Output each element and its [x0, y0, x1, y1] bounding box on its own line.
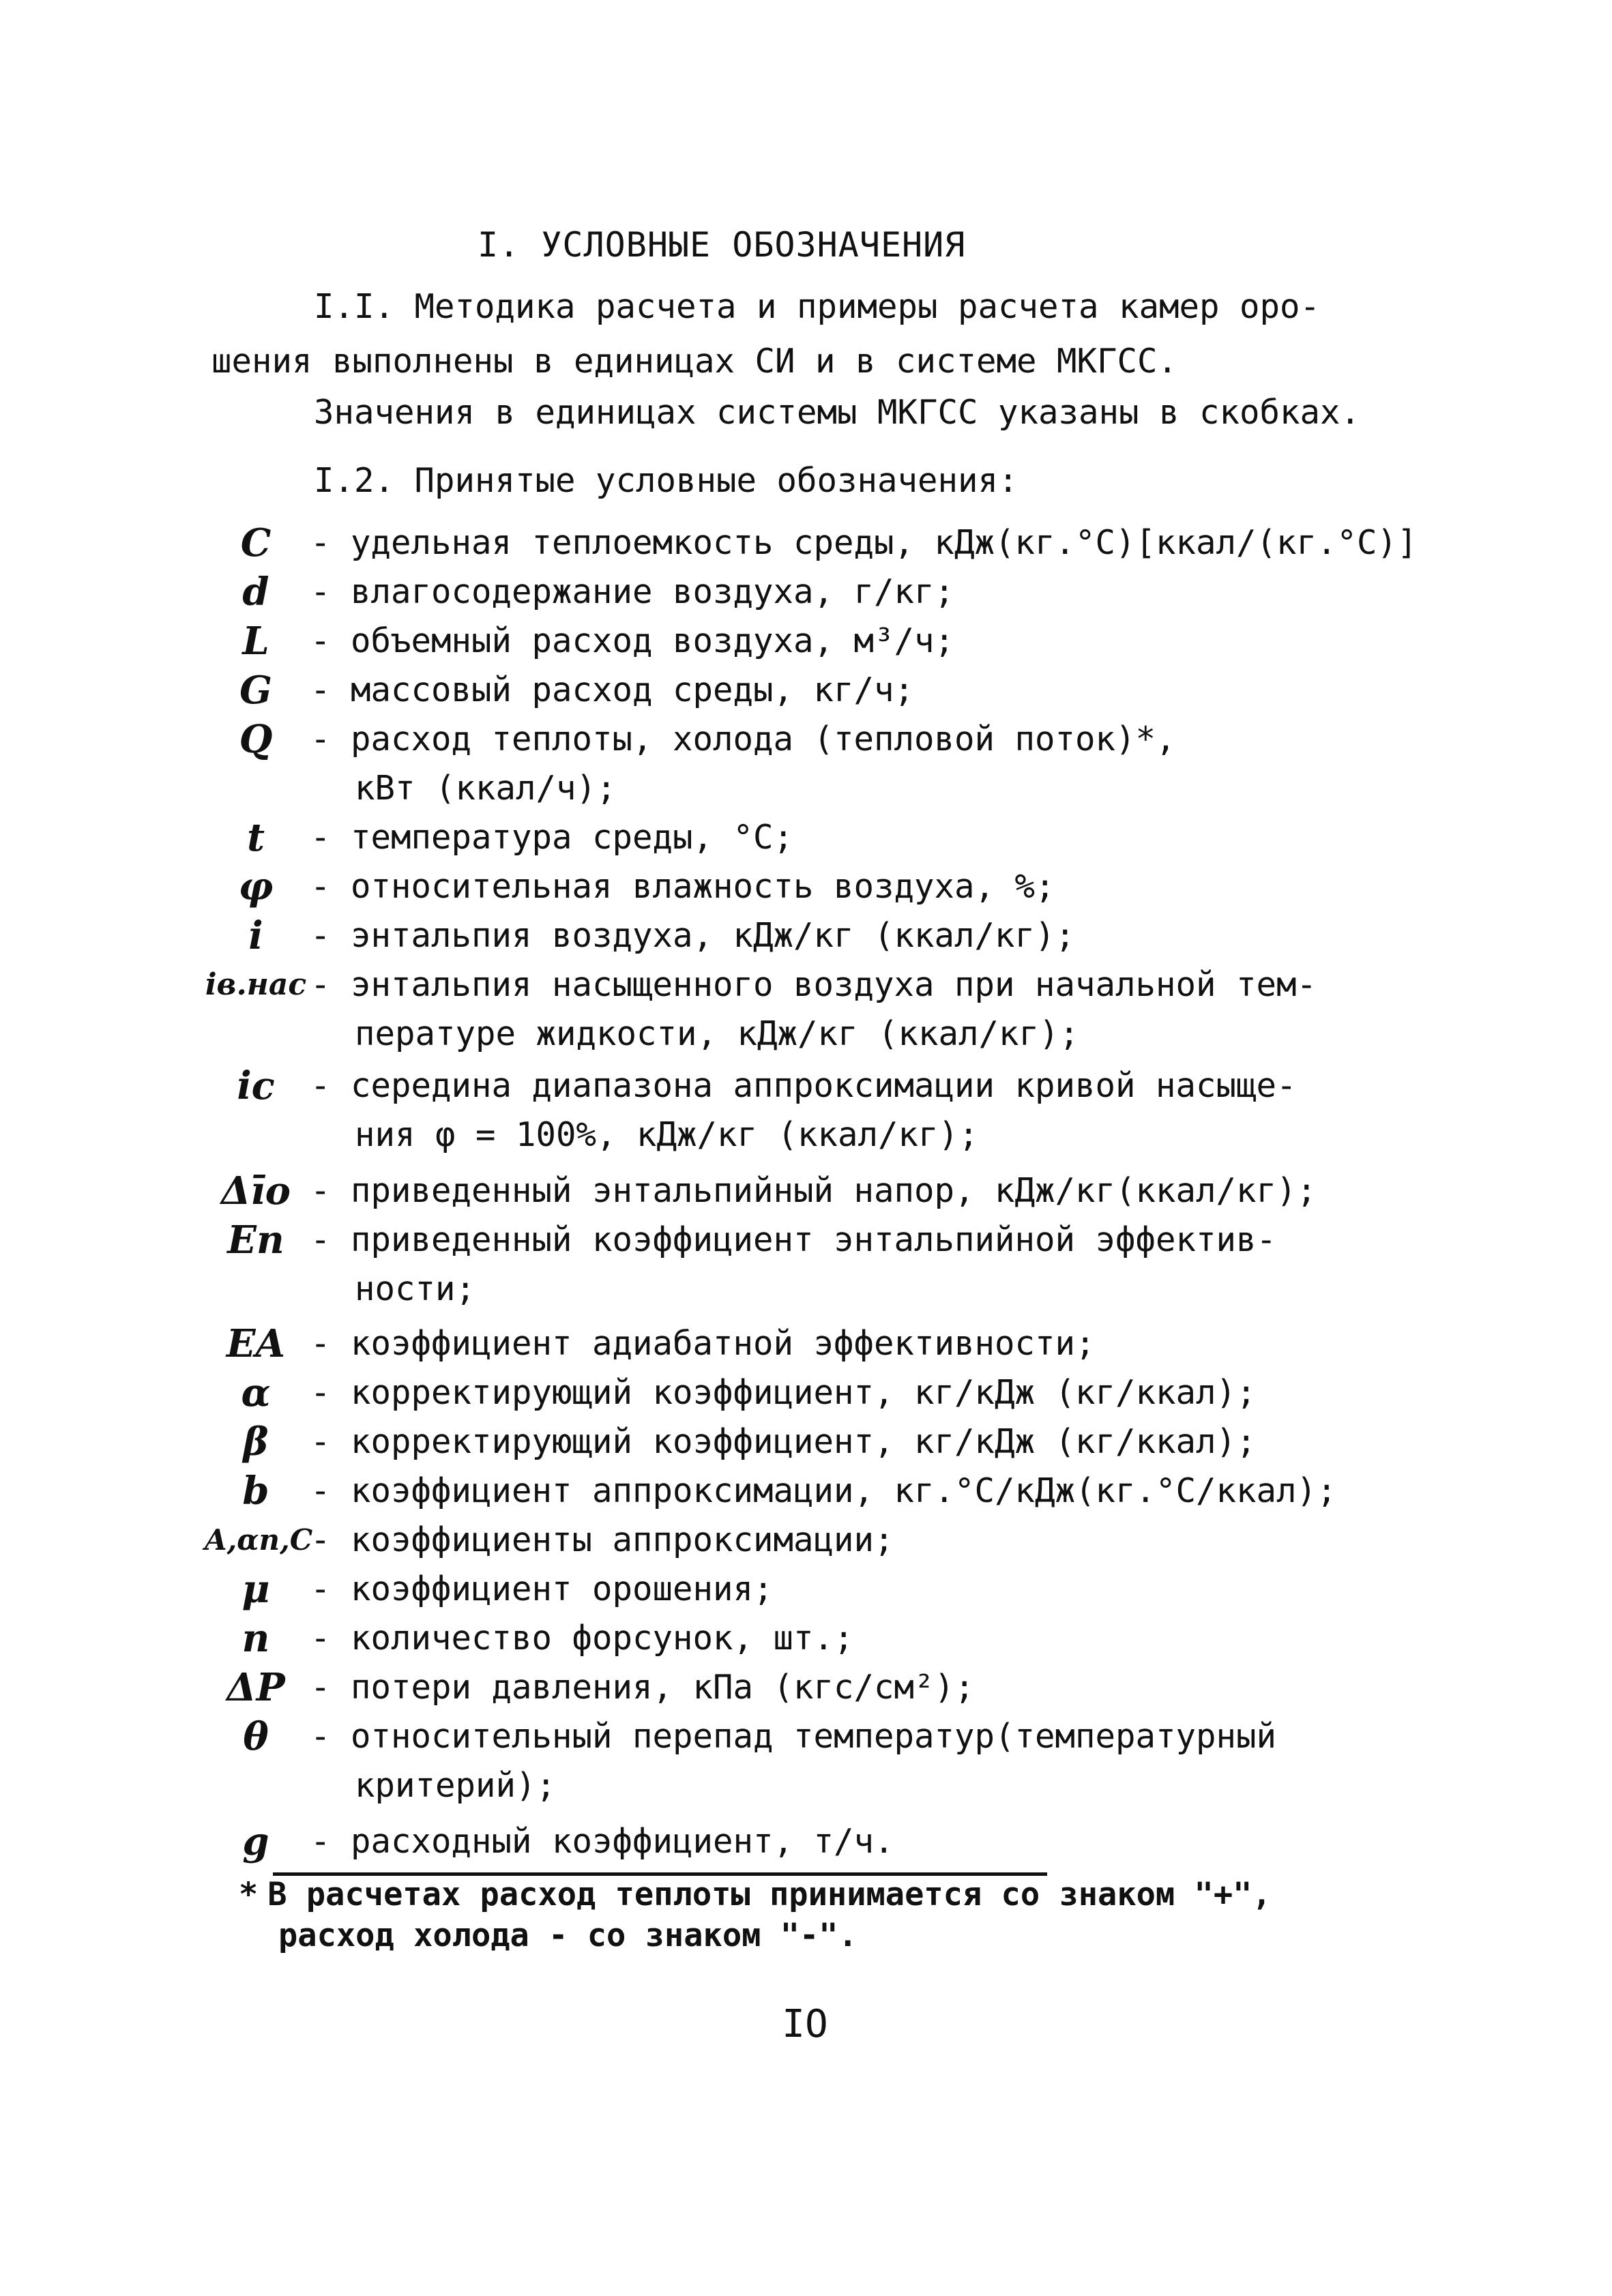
symbol-n: n [241, 1616, 270, 1661]
definition-alpha: - корректирующий коэффициент, кг/кДж (кг/ккал); [310, 1373, 1257, 1412]
symbol-en: Eп [227, 1218, 284, 1263]
definition-i: - энтальпия воздуха, кДж/кг (ккал/кг); [310, 916, 1076, 955]
footnote-mark: * [239, 1876, 259, 1913]
definition-q-line2: кВт (ккал/ч); [355, 769, 617, 808]
definition-theta-line2: критерий); [355, 1766, 557, 1805]
symbol-g-flow: g [242, 1819, 269, 1864]
definition-d: - влагосодержание воздуха, г/кг; [310, 572, 955, 611]
definition-n: - количество форсунок, шт.; [310, 1619, 854, 1658]
symbol-alpha: α [241, 1370, 271, 1415]
definition-ea: - коэффициент адиабатной эффективности; [310, 1324, 1096, 1363]
definition-en-line2: ности; [355, 1269, 476, 1308]
paragraph-1-1-line2: шения выполнены в единицах СИ и в системе МКГСС. [211, 342, 1178, 381]
symbol-i-sat: iв.нас [205, 967, 307, 1002]
definition-ic-line1: - середина диапазона аппроксимации кривой насыще- [310, 1066, 1297, 1105]
definition-t: - температура среды, °С; [310, 818, 794, 857]
definition-a-an-c: - коэффициенты аппроксимации; [310, 1520, 894, 1559]
definition-q-line1: - расход теплоты, холода (тепловой поток)*, [310, 720, 1176, 759]
symbol-d: d [242, 570, 269, 615]
paragraph-1-2: I.2. Принятые условные обозначения: [314, 461, 1019, 500]
definition-b: - коэффициент аппроксимации, кг.°С/кДж(кг.°С/ккал); [310, 1471, 1337, 1510]
symbol-a-an-c: A,αn,C [205, 1523, 313, 1557]
definition-g-flow: - расходный коэффициент, т/ч. [310, 1822, 894, 1861]
symbol-l: L [242, 619, 269, 664]
symbol-c: C [240, 520, 272, 565]
symbol-mu: μ [241, 1567, 270, 1612]
definition-c: - удельная теплоемкость среды, кДж(кг.°С)[ккал/(кг.°С)] [310, 523, 1418, 562]
definition-en-line1: - приведенный коэффициент энтальпийной эффектив- [310, 1220, 1277, 1259]
symbol-b: b [242, 1469, 269, 1514]
definition-mu: - коэффициент орошения; [310, 1570, 774, 1608]
section-title: I. УСЛОВНЫЕ ОБОЗНАЧЕНИЯ [478, 225, 966, 265]
definition-l: - объемный расход воздуха, м³/ч; [310, 621, 955, 660]
symbol-ic: ic [237, 1063, 275, 1108]
page-number: IO [782, 2002, 828, 2046]
paragraph-1-1-line1: I.I. Методика расчета и примеры расчета камер оро- [314, 287, 1321, 326]
definition-i-sat-line2: пературе жидкости, кДж/кг (ккал/кг); [355, 1014, 1080, 1053]
symbol-g: G [239, 668, 272, 713]
definition-delta-io: - приведенный энтальпийный напор, кДж/кг(ккал/кг); [310, 1171, 1317, 1210]
symbol-q: Q [239, 717, 273, 762]
definition-phi: - относительная влажность воздуха, %; [310, 867, 1055, 906]
definition-beta: - корректирующий коэффициент, кг/кДж (кг/ккал); [310, 1422, 1257, 1461]
definition-i-sat-line1: - энтальпия насыщенного воздуха при начальной тем- [310, 965, 1317, 1004]
paragraph-units-note: Значения в единицах системы МКГСС указаны в скобках. [314, 393, 1361, 432]
footnote [239, 1874, 1272, 1956]
definition-delta-p: - потери давления, кПа (кгс/см²); [310, 1668, 975, 1707]
symbol-ea: EA [226, 1321, 286, 1366]
definition-g: - массовый расход среды, кг/ч; [310, 671, 915, 709]
symbol-beta: β [243, 1419, 269, 1465]
definition-ic-line2: ния φ = 100%, кДж/кг (ккал/кг); [355, 1115, 979, 1154]
footnote-line2: расход холода - со знаком "-". [278, 1917, 858, 1954]
symbol-t: t [247, 815, 265, 860]
symbol-i: i [248, 913, 263, 958]
definition-theta-line1: - относительный перепад температур(температурный [310, 1717, 1277, 1756]
symbol-delta-p: ΔP [226, 1665, 285, 1710]
footnote-line1: В расчетах расход теплоты принимается со знаком "+", [267, 1876, 1272, 1913]
symbol-delta-io: Δīo [220, 1168, 291, 1213]
symbol-theta: θ [243, 1714, 269, 1759]
symbol-phi: φ [238, 864, 274, 909]
